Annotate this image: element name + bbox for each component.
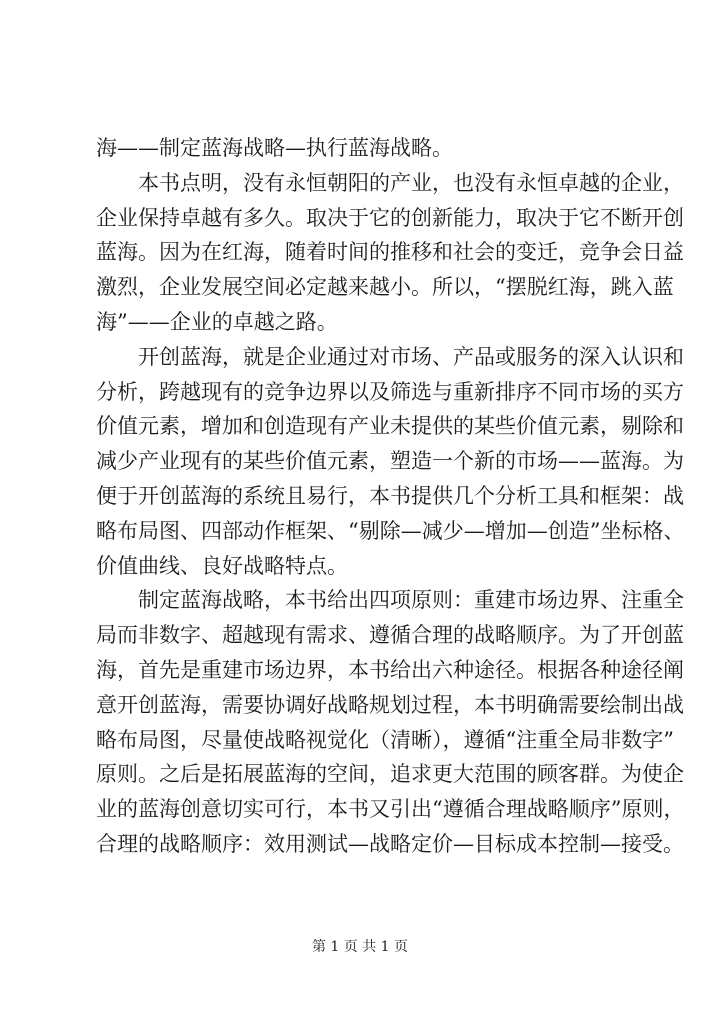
text-line: 海——制定蓝海战略—执行蓝海战略。 [96,136,453,160]
text-line: 价值元素，增加和创造现有产业未提供的某些价值元素，剔除和 [96,414,684,439]
text-line: 便于开创蓝海的系统且易行，本书提供几个分析工具和框架：战 [96,483,684,508]
body-text [96,131,685,862]
page-footer: 第 1 页 共 1 页 [311,939,409,955]
text-line: 减少产业现有的某些价值元素，塑造一个新的市场——蓝海。为 [96,449,684,474]
text-line: 激烈，企业发展空间必定越来越小。所以，“摆脱红海，跳入蓝 [96,275,674,300]
text-line: 价值曲线、良好战略特点。 [96,553,348,578]
text-line: 局而非数字、超越现有需求、遵循合理的战略顺序。为了开创蓝 [96,623,684,648]
text-line: 业的蓝海创意切实可行，本书又引出“遵循合理战略顺序”原则， [96,797,685,822]
text-line: 本书点明，没有永恒朝阳的产业，也没有永恒卓越的企业， [138,170,684,195]
text-line: 制定蓝海战略，本书给出四项原则：重建市场边界、注重全 [138,588,684,613]
text-line: 分析，跨越现有的竞争边界以及筛选与重新排序不同市场的买方 [96,379,684,404]
text-line: 意开创蓝海，需要协调好战略规划过程，本书明确需要绘制出战 [96,692,684,717]
text-line: 略布局图、四部动作框架、“剔除—减少—增加—创造”坐标格、 [96,518,685,543]
text-line: 开创蓝海，就是企业通过对市场、产品或服务的深入认识和 [138,344,684,369]
text-line: 原则。之后是拓展蓝海的空间，追求更大范围的顾客群。为使企 [96,762,684,787]
text-line: 略布局图，尽量使战略视觉化（清晰），遵循“注重全局非数字” [96,727,674,752]
text-line: 合理的战略顺序：效用测试—战略定价—目标成本控制—接受。 [96,831,684,856]
text-line: 企业保持卓越有多久。取决于它的创新能力，取决于它不断开创 [96,205,684,230]
text-line: 海”——企业的卓越之路。 [96,309,338,334]
text-line: 蓝海。因为在红海，随着时间的推移和社会的变迁，竞争会日益 [96,240,684,265]
text-line: 海，首先是重建市场边界，本书给出六种途径。根据各种途径阐 [96,657,684,682]
